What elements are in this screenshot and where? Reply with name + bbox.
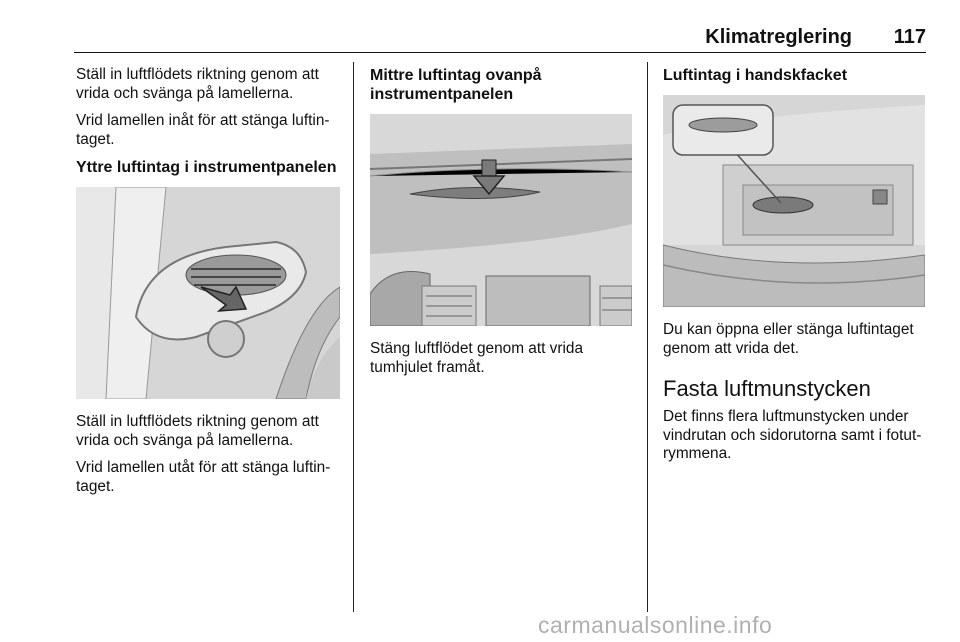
paragraph: Vrid lamellen utåt för att stänga luftin-taget. bbox=[76, 459, 331, 495]
column-2 bbox=[370, 66, 634, 386]
paragraph: Vrid lamellen inåt för att stänga luftin-taget. bbox=[76, 112, 330, 148]
center-vent-illustration bbox=[370, 114, 632, 326]
paragraph: Stäng luftflödet genom att vrida tumhjulet framåt. bbox=[370, 340, 584, 376]
column-3 bbox=[663, 66, 929, 473]
column-divider bbox=[353, 62, 354, 612]
side-vent-illustration bbox=[76, 187, 340, 399]
section-heading: Mittre luftintag ovanpå instrumentpanelen bbox=[370, 67, 542, 103]
paragraph: Ställ in luftflödets riktning genom att vrida och svänga på lamellerna. bbox=[76, 413, 319, 449]
section-heading: Yttre luftintag i instrumentpanelen bbox=[76, 159, 337, 176]
watermark: carmanualsonline.info bbox=[538, 612, 773, 638]
section-title: Fasta luftmunstycken bbox=[663, 376, 871, 401]
glovebox-vent-illustration bbox=[663, 95, 925, 307]
column-1 bbox=[76, 66, 342, 505]
page-header bbox=[74, 26, 926, 53]
page-number: 117 bbox=[893, 26, 926, 48]
column-divider bbox=[647, 62, 648, 612]
paragraph: Det finns flera luftmunstycken under vindrutan och sidorutorna samt i fotut-rymmena. bbox=[663, 408, 922, 462]
chapter-title: Klimatreglering bbox=[705, 26, 852, 48]
paragraph: Ställ in luftflödets riktning genom att vrida och svänga på lamellerna. bbox=[76, 66, 319, 102]
paragraph: Du kan öppna eller stänga luftintaget genom att vrida det. bbox=[663, 321, 914, 357]
section-heading: Luftintag i handskfacket bbox=[663, 67, 848, 84]
